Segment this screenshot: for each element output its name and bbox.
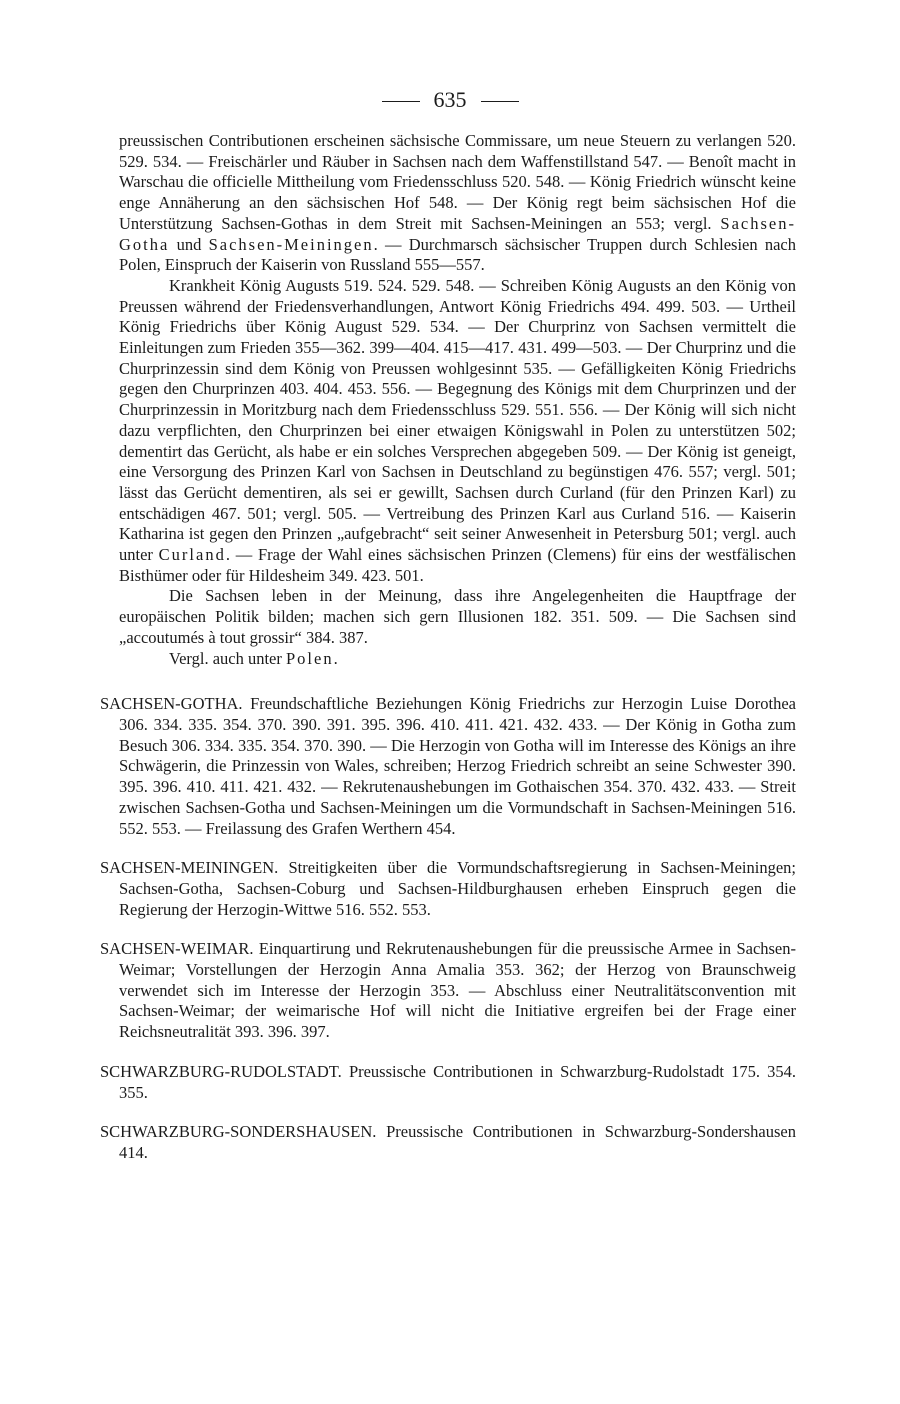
page-number: 635 <box>433 87 467 112</box>
cross-reference: Sachsen-Meiningen <box>208 234 374 254</box>
page-header <box>0 86 900 114</box>
entry-spacer <box>100 1043 796 1062</box>
cross-reference: Polen <box>286 648 334 668</box>
index-paragraph <box>119 649 796 670</box>
entry-body: Preussische Contributionen in Schwarzburg-Sondershausen 414. <box>119 1122 797 1162</box>
header-rule-left <box>382 101 420 102</box>
entry-spacer <box>100 920 796 939</box>
entry-body: Einquartirung und Rekrutenaushebungen für die preussische Armee in Sachsen-Weimar; Vorstellungen der Herzogin Anna Amalia 353. 362; der Herzog von Braunschweig verwendet sich im Interesse der Herzogin 353. — Abschluss einer Neutralitätsconvention mit Sachsen-Weimar; der weimarische Hof will nicht die Initiative ergreifen bei der Frage einer Reichsneutralität 393. 396. 397. <box>119 939 797 1042</box>
entry-heading: SACHSEN-GOTHA. <box>100 694 243 714</box>
cross-reference: Curland <box>158 545 226 565</box>
entry-spacer <box>100 669 796 694</box>
paragraph-text: . — Durchmarsch sächsischer Truppen durch Schlesien nach Polen, Einspruch der Kaiserin von Russland 555—557. <box>119 234 796 275</box>
index-paragraph <box>119 131 796 276</box>
paragraph-text: Krankheit König Augusts 519. 524. 529. 548. — Schreiben König Augusts an den König von Preussen während der Friedensverhandlungen, Antwort König Friedrichs 494. 499. 503. — Urtheil König Friedrichs über König August 529. 534. — Der Churprinz von Sachsen vermittelt die Einleitungen zum Frieden 355—362. 399—404. 415—417. 431. 499—503. — Der Churprinz und die Churprinzessin sind dem König von Preussen wohlgesinnt 535. — Gefälligkeiten König Friedrichs gegen den Churprinzen 403. 404. 453. 556. — Begegnung des Königs mit dem Churprinzen und der Churprinzessin in Moritzburg nach dem Friedensschluss 529. 551. 556. — Der König will sich nicht dazu verpflichten, den Churprinzen bei einer etwaigen Königswahl in Polen zu unterstützen 502; dementirt das Gerücht, als habe er ein solches Versprechen abgegeben 509. — Der König ist geneigt, eine Versorgung des Prinzen Karl von Sachsen in Deutschland zu begünstigen 476. 557; vergl. 501; lässt das Gerücht dementiren, als sei er gewillt, Sachsen durch Curland (für den Prinzen Karl) zu entschädigen 467. 501; vergl. 505. — Vertreibung des Prinzen Karl aus Curland 516. — Kaiserin Katharina ist gegen den Prinzen „aufgebracht“ seit seiner Anwesenheit in Petersburg 501; vergl. auch unter <box>119 275 796 565</box>
entry-body: Freundschaftliche Beziehungen König Friedrichs zur Herzogin Luise Dorothea 306. 334. 335. 354. 370. 390. 391. 395. 396. 410. 411. 421. 432. 433. — Der König in Gotha zum Besuch 306. 334. 335. 354. 370. 390. — Die Herzogin von Gotha will im Interesse des Königs an ihre Schwägerin, die Prinzessin von Wales, schreiben; Herzog Friedrich schreibt an seine Schwester 390. 395. 396. 410. 411. 421. 432. — Rekrutenaushebungen im Gothaischen 354. 370. 432. 433. — Streit zwischen Sachsen-Gotha und Sachsen-Meiningen um die Vormundschaft in Sachsen-Meiningen 516. 552. 553. — Freilassung des Grafen Werthern 454. <box>119 694 796 838</box>
index-entry-schwarzburg-rudolstadt <box>100 1062 796 1103</box>
entry-body: Preussische Contributionen in Schwarzburg-Rudolstadt 175. 354. 355. <box>119 1061 796 1102</box>
index-paragraph <box>119 586 796 648</box>
paragraph-text: Vergl. auch unter <box>169 648 286 668</box>
cross-reference: Sachsen-Gotha <box>119 213 796 254</box>
index-paragraph <box>119 276 796 587</box>
paragraph-text: und <box>169 234 209 254</box>
sachsen-continuation <box>100 131 796 669</box>
paragraph-text: Die Sachsen leben in der Meinung, dass ihre Angelegenheiten die Hauptfrage der europäischen Politik bilden; machen sich gern Illusionen 182. 351. 509. — Die Sachsen sind „accoutumés à tout grossir“ 384. 387. <box>119 586 796 647</box>
paragraph-text: preussischen Contributionen erscheinen sächsische Commissare, um neue Steuern zu verlangen 520. 529. 534. — Freischärler und Räuber in Sachsen nach dem Waffenstillstand 547. — Benoît macht in Warschau die officielle Mittheilung vom Friedensschluss 520. 548. — König Friedrich wünscht keine enge Annäherung an den sächsischen Hof 548. — Der König regt beim sächsischen Hof die Unterstützung Sachsen-Gothas in dem Streit mit Sachsen-Meiningen an 553; vergl. <box>119 131 796 233</box>
entry-heading: SACHSEN-WEIMAR. <box>100 939 254 959</box>
entry-spacer <box>100 839 796 858</box>
entry-heading: SCHWARZBURG-SONDERSHAUSEN. <box>100 1122 377 1142</box>
paragraph-text: . — Frage der Wahl eines sächsischen Prinzen (Clemens) für eins der westfälischen Bisthümer oder für Hildesheim 349. 423. 501. <box>119 545 796 585</box>
paragraph-text: . <box>333 648 338 668</box>
index-entry-sachsen-meiningen <box>100 858 796 920</box>
index-entry-schwarzburg-sondershausen <box>100 1122 796 1163</box>
index-page-content <box>100 131 796 1164</box>
entry-body: Streitigkeiten über die Vormundschaftsregierung in Sachsen-Meiningen; Sachsen-Gotha, Sachsen-Coburg und Sachsen-Hildburghausen erheben Einspruch gegen die Regierung der Herzogin-Wittwe 516. 552. 553. <box>119 858 797 919</box>
entry-spacer <box>100 1103 796 1122</box>
index-entry-sachsen-gotha <box>100 694 796 839</box>
index-entry-sachsen-weimar <box>100 939 796 1043</box>
entry-heading: SACHSEN-MEININGEN. <box>100 858 279 878</box>
header-rule-right <box>481 101 519 102</box>
entry-heading: SCHWARZBURG-RUDOLSTADT. <box>100 1061 342 1081</box>
